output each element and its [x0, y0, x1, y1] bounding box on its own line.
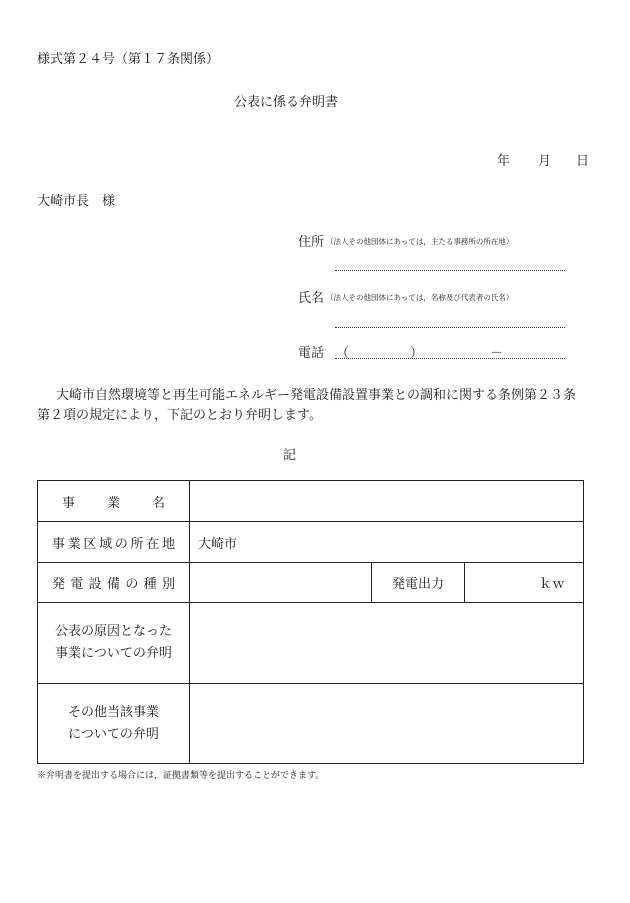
- details-table: [37, 480, 584, 764]
- cause-label-line-2: 事業についての弁明: [55, 646, 172, 661]
- project-name-label: 事業名: [38, 481, 190, 522]
- page-title: 公表に係る弁明書: [234, 95, 339, 110]
- other-explanation-field[interactable]: [190, 684, 584, 764]
- other-label-line-2: についての弁明: [68, 726, 159, 742]
- location-label: 事業区域の所在地: [38, 522, 190, 563]
- name-line[interactable]: [335, 327, 565, 328]
- footnote: ※弁明書を提出する場合には，証拠書類等を提出することができます。: [37, 771, 325, 781]
- location-field[interactable]: 大崎市: [190, 522, 584, 563]
- phone-close-paren: ）: [410, 346, 424, 361]
- other-label-line-1: その他当該事業: [67, 704, 159, 720]
- output-label: 発電出力: [372, 563, 465, 603]
- phone-line[interactable]: [335, 358, 565, 359]
- table-row-equipment: [38, 563, 584, 603]
- name-note: （法人その他団体にあっては，名称及び代表者の氏名）: [326, 293, 514, 302]
- other-explanation-label: [38, 684, 190, 764]
- address-line[interactable]: [335, 270, 565, 271]
- table-row-location: [38, 522, 584, 563]
- table-row-project-name: [38, 481, 584, 522]
- phone-label: 電話: [298, 346, 325, 361]
- table-row-other: [38, 684, 584, 764]
- form-number: 様式第２４号（第１７条関係）: [37, 52, 220, 67]
- address-label: 住所: [298, 235, 325, 250]
- project-name-field[interactable]: [190, 481, 584, 522]
- address-note: （法人その他団体にあっては，主たる事務所の所在地）: [326, 237, 514, 246]
- body-line-2: 第２項の規定により，下記のとおり弁明します。: [37, 408, 322, 423]
- cause-label-line-1: 公表の原因となった: [54, 624, 172, 639]
- equipment-type-label: 発電設備の種別: [38, 563, 190, 603]
- table-row-cause: [38, 603, 584, 684]
- cause-explanation-field[interactable]: [190, 603, 584, 684]
- phone-dash: －: [490, 346, 504, 361]
- date-year-label: 年: [497, 154, 511, 169]
- output-unit[interactable]: ｋｗ: [465, 563, 584, 603]
- date-day-label: 日: [576, 154, 590, 169]
- cause-explanation-label: [38, 603, 190, 684]
- phone-open-paren: （: [336, 346, 350, 361]
- body-line-1: 大崎市自然環境等と再生可能エネルギー発電設備設置事業との調和に関する条例第２３条: [56, 388, 577, 403]
- addressee: 大崎市長 様: [37, 194, 116, 209]
- name-label: 氏名: [298, 291, 325, 306]
- equipment-type-field[interactable]: [190, 563, 372, 603]
- ki-label: 記: [283, 448, 297, 463]
- date-month-label: 月: [538, 154, 552, 169]
